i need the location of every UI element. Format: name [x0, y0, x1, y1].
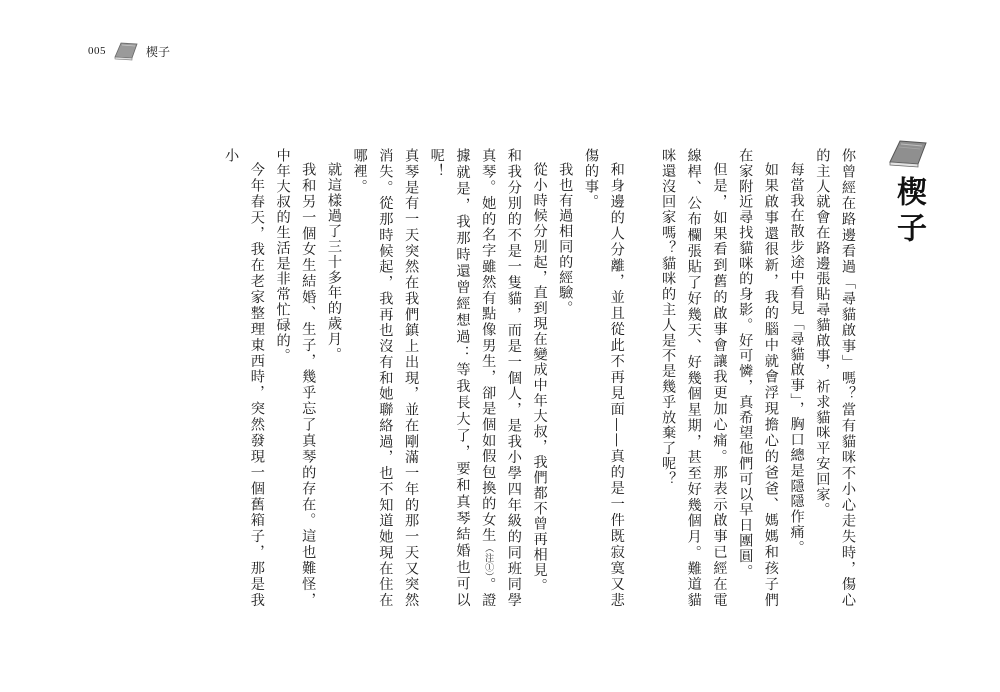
- paragraph: 每當我在散步途中看見「尋貓啟事」，胸口總是隱隱作痛。: [788, 162, 805, 556]
- paragraph-text: 。證據就是，我那時還曾經想過：等我長大了，要和真琴結婚也可以呢！: [428, 148, 497, 609]
- chapter-heading: [884, 138, 932, 248]
- running-head: 楔子: [146, 44, 171, 59]
- paragraph: 但是，如果看到舊的啟事會讓我更加心痛。那表示啟事已經在電線桿、公布欄張貼了好幾天、好幾個星期，甚至好幾個月。難道貓咪還沒回家嗎？貓咪的主人是不是幾乎放棄了呢？: [660, 148, 728, 608]
- body-text: [217, 148, 860, 608]
- page-header: [88, 40, 170, 62]
- paragraph: 從小時候分別起，直到現在變成中年大叔，我們都不曾再相見。: [531, 162, 548, 594]
- book-icon: [112, 41, 140, 61]
- footnote-reference[interactable]: （注①）: [483, 543, 494, 577]
- paragraph: 如果啟事還很新，我的腦中就會浮現擔心的爸爸、媽媽和孩子們在家附近尋找貓咪的身影。好可憐，真希望他們可以早日團圓。: [737, 148, 779, 608]
- paragraph: 你曾經在路邊看過「尋貓啟事」嗎？當有貓咪不小心走失時，傷心的主人就會在路邊張貼尋貓啟事，祈求貓咪平安回家。: [814, 148, 856, 608]
- paragraph: 和身邊的人分離，並且從此不再見面——真的是一件既寂寞又悲傷的事。: [582, 148, 625, 608]
- paragraph-text: 和我分別的不是一隻貓，而是一個人，是我小學四年級的同班同學真琴。她的名字雖然有點像男生，卻是個如假包換的女生: [480, 148, 522, 608]
- paragraph: [423, 148, 526, 608]
- paragraph: 真琴是有一天突然在我們鎮上出現，並在剛滿一年的那一天又突然消失。從那時候起，我再也沒有和她聯絡過，也不知道她現在住在哪裡。: [351, 148, 420, 608]
- paragraph: 我和另一個女生結婚、生子，幾乎忘了真琴的存在。這也難怪，中年大叔的生活是非常忙碌的。: [274, 148, 317, 608]
- chapter-title: 楔子: [891, 176, 926, 248]
- book-icon: [886, 138, 930, 168]
- page-number: 005: [88, 45, 106, 57]
- paragraph: 就這樣過了三十多年的歲月。: [325, 162, 342, 363]
- paragraph: 今年春天，我在老家整理東西時，突然發現一個舊箱子，那是我小: [223, 148, 265, 608]
- paragraph: 我也有過相同的經驗。: [557, 162, 574, 317]
